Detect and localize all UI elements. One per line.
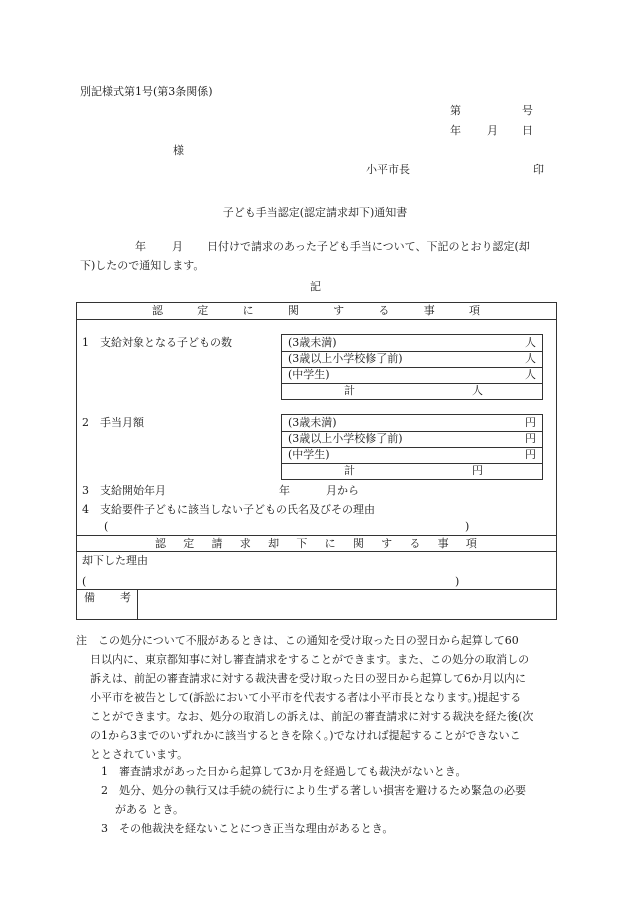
item3-year: 年 xyxy=(279,484,290,497)
item2-total-label: 計 xyxy=(344,464,355,477)
section2-header-char: 定 xyxy=(183,537,195,550)
item2-total-unit: 円 xyxy=(472,464,483,477)
section1-header-char: 事 xyxy=(423,304,435,317)
ki-label: 記 xyxy=(310,280,321,293)
item1-row-label: (3歳未満) xyxy=(288,336,337,349)
rejection-close-paren: ) xyxy=(455,575,460,588)
section1-header-divider xyxy=(76,319,557,320)
number-label-dai: 第 xyxy=(450,104,461,117)
item2-row xyxy=(282,447,542,463)
item1-row-unit: 人 xyxy=(525,368,536,381)
section2-header-char: 関 xyxy=(352,537,364,550)
date-day-label: 日 xyxy=(522,124,533,137)
note-line: ことができます。なお、処分の取消しの訴えは、前記の審査請求に対する裁決を経た後(次 xyxy=(90,710,534,723)
seal-mark: 印 xyxy=(533,163,544,176)
note-line: の1から3までのいずれかに該当するときを除く。)でなければ提起することができないこ xyxy=(90,729,521,742)
section2-header-char: 項 xyxy=(465,537,477,550)
date-month-label: 月 xyxy=(487,124,498,137)
body-year-label: 年 xyxy=(135,240,146,253)
section1-header-char: る xyxy=(378,304,390,317)
remarks-label-divider xyxy=(137,589,138,620)
remarks-label-2: 考 xyxy=(120,591,131,604)
item4-close-paren: ) xyxy=(465,520,470,533)
note-item: 3 その他裁決を経ないことにつき正当な理由があるとき。 xyxy=(101,822,394,835)
note-line: 小平市を被告として(訴訟において小平市を代表する者は小平市長となります。)提起する xyxy=(90,691,522,704)
item4-label: 4 支給要件子どもに該当しない子どもの氏名及びその理由 xyxy=(82,503,375,516)
note-line: 注 この処分について不服があるときは、この通知を受け取った日の翌日から起算して60 xyxy=(76,634,519,647)
note-line: ととされています。 xyxy=(90,748,189,761)
section2-header-char: に xyxy=(324,537,336,550)
rejection-open-paren: ( xyxy=(82,575,87,588)
rejection-label: 却下した理由 xyxy=(82,554,148,567)
remarks-label-1: 備 xyxy=(84,591,95,604)
note-item: 2 処分、処分の執行又は手続の続行により生ずる著しい損害を避けるため緊急の必要 xyxy=(101,784,526,797)
item1-row xyxy=(282,351,542,367)
section1-header-char: 項 xyxy=(468,304,480,317)
note-item-continuation: がある とき。 xyxy=(115,803,185,816)
section2-header-char: 認 xyxy=(155,537,166,550)
section2-header-char: す xyxy=(381,537,393,550)
item1-label: 1 支給対象となる子どもの数 xyxy=(82,336,232,349)
number-label-go: 号 xyxy=(522,104,533,117)
addressee-suffix: 様 xyxy=(173,144,184,157)
item1-row-unit: 人 xyxy=(525,336,536,349)
section2-header-char: 請 xyxy=(211,537,223,550)
item1-row xyxy=(282,367,542,383)
section2-top-divider xyxy=(76,535,557,536)
section2-header-char: 事 xyxy=(437,537,449,550)
item1-total-unit: 人 xyxy=(472,384,483,397)
item2-row xyxy=(282,431,542,447)
body-month-label: 月 xyxy=(172,240,183,253)
item3-month-from: 月から xyxy=(326,484,359,497)
item1-total-label: 計 xyxy=(344,384,355,397)
item1-row-label: (中学生) xyxy=(288,368,330,381)
item1-row-label: (3歳以上小学校修了前) xyxy=(288,352,403,365)
note-line: 日以内に、東京都知事に対し審査請求をすることができます。また、この処分の取消しの xyxy=(90,653,530,666)
item1-row xyxy=(282,335,542,351)
item2-row-label: (3歳未満) xyxy=(288,416,337,429)
note-line: 訴えは、前記の審査請求に対する裁決書を受け取った日の翌日から起算して6か月以内に xyxy=(90,672,526,685)
item1-row-unit: 人 xyxy=(525,352,536,365)
item2-row-label: (中学生) xyxy=(288,448,330,461)
item2-subtable xyxy=(281,414,543,480)
section2-header-char: 却 xyxy=(268,537,280,550)
document-title: 子ども手当認定(認定請求却下)通知書 xyxy=(222,206,408,219)
section1-header-char: に xyxy=(242,304,254,317)
note-item: 1 審査請求があった日から起算して3か月を経過しても裁決がないとき。 xyxy=(101,765,467,778)
section1-header-char: 定 xyxy=(197,304,209,317)
item2-row-unit: 円 xyxy=(525,416,536,429)
item3-label: 3 支給開始年月 xyxy=(82,484,166,497)
item1-subtable xyxy=(281,334,543,400)
section1-header-char: す xyxy=(333,304,345,317)
item2-row-unit: 円 xyxy=(525,432,536,445)
section2-header-char: る xyxy=(409,537,421,550)
item2-label: 2 手当月額 xyxy=(82,416,144,429)
row-divider xyxy=(282,463,542,464)
item2-row-label: (3歳以上小学校修了前) xyxy=(288,432,403,445)
section2-header-divider xyxy=(76,551,557,552)
section1-header-char: 認 xyxy=(152,304,163,317)
body-line-1: 日付けで請求のあった子ども手当について、下記のとおり認定(却 xyxy=(207,240,530,253)
section2-header xyxy=(155,537,477,551)
section2-header-char: 求 xyxy=(239,537,251,550)
form-id: 別記様式第1号(第3条関係) xyxy=(80,85,213,98)
section2-header-char: 下 xyxy=(296,537,308,550)
body-line-2: 下)したので通知します。 xyxy=(80,259,205,272)
item2-row xyxy=(282,415,542,431)
row-divider xyxy=(282,383,542,384)
item4-open-paren: ( xyxy=(104,520,109,533)
remarks-divider xyxy=(76,589,557,590)
section1-header xyxy=(152,304,480,318)
item2-row-unit: 円 xyxy=(525,448,536,461)
issuer: 小平市長 xyxy=(366,163,410,176)
date-year-label: 年 xyxy=(450,124,461,137)
section1-header-char: 関 xyxy=(287,304,299,317)
